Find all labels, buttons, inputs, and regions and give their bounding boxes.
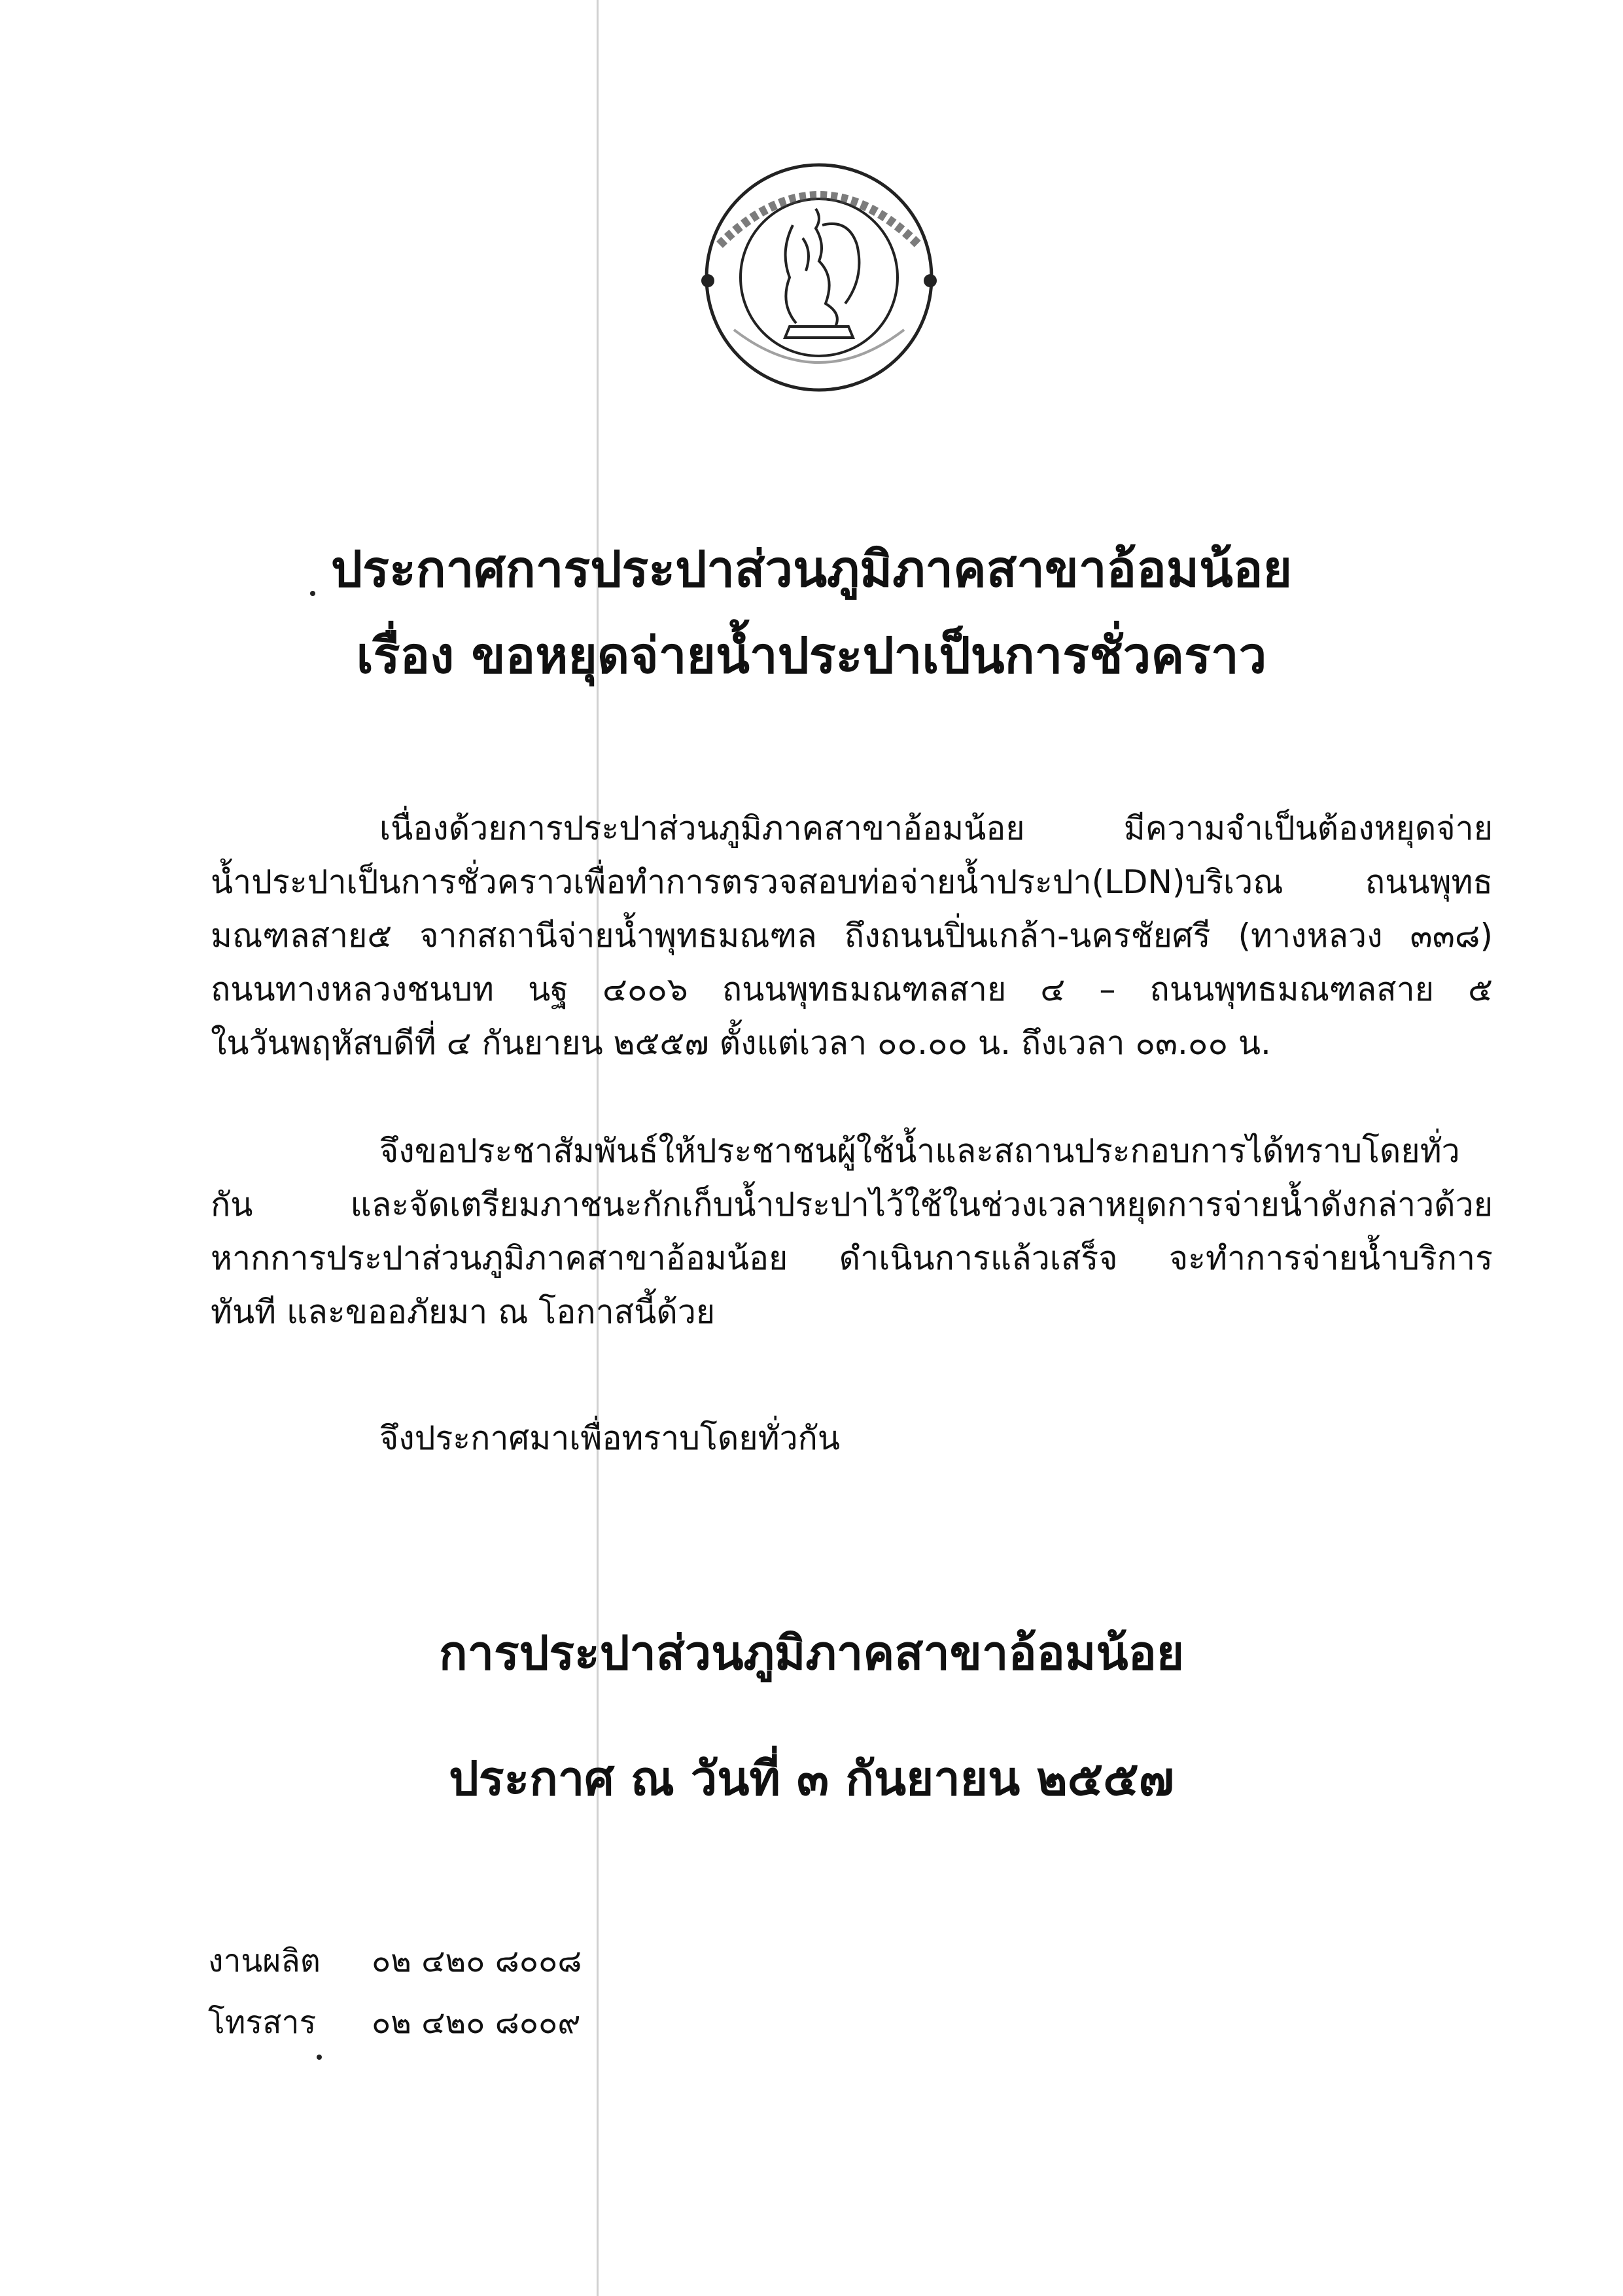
body-line: กัน และจัดเตรียมภาชนะกักเก็บน้ำประปาไว้ใช้ในช่วงเวลาหยุดการจ่ายน้ำดังกล่าวด้วย xyxy=(211,1186,1493,1224)
body-line: หากการประปาส่วนภูมิภาคสาขาอ้อมน้อย ดำเนินการแล้วเสร็จ จะทำการจ่ายน้ำบริการ xyxy=(211,1239,1493,1277)
announcement-date: ประกาศ ณ วันที่ ๓ กันยายน ๒๕๕๗ xyxy=(449,1751,1174,1806)
contact-fax xyxy=(208,1992,581,2053)
body-line: เนื่องด้วยการประปาส่วนภูมิภาคสาขาอ้อมน้อย มีความจำเป็นต้องหยุดจ่าย xyxy=(379,809,1493,847)
contact-number: ๐๒ ๔๒๐ ๘๐๐๘ xyxy=(372,1943,582,1979)
contact-production xyxy=(208,1930,582,1992)
body-line: ถนนทางหลวงชนบท นฐ ๔๐๐๖ ถนนพุทธมณฑลสาย ๔ – ถนนพุทธมณฑลสาย ๕ xyxy=(211,970,1493,1008)
scan-speck xyxy=(310,591,315,596)
body-line: จึงขอประชาสัมพันธ์ให้ประชาชนผู้ใช้น้ำและสถานประกอบการได้ทราบโดยทั่ว xyxy=(379,1132,1460,1170)
body-paragraph-2 xyxy=(211,1124,1493,1339)
contact-label: งานผลิต xyxy=(208,1943,321,1979)
scan-speck xyxy=(317,2055,322,2060)
contact-label: โทรสาร xyxy=(208,2004,317,2041)
body-line: น้ำประปาเป็นการชั่วคราวเพื่อทำการตรวจสอบท่อจ่ายน้ำประปา(LDN)บริเวณ ถนนพุทธ xyxy=(211,863,1493,901)
body-line: ทันที และขออภัยมา ณ โอกาสนี้ด้วย xyxy=(211,1293,716,1331)
signature-organization: การประปาส่วนภูมิภาคสาขาอ้อมน้อย xyxy=(438,1625,1185,1680)
closing-statement: จึงประกาศมาเพื่อทราบโดยทั่วกัน xyxy=(379,1419,841,1457)
announcement-subject: เรื่อง ขอหยุดจ่ายน้ำประปาเป็นการชั่วคราว xyxy=(356,626,1267,684)
contact-number: ๐๒ ๔๒๐ ๘๐๐๙ xyxy=(372,2004,581,2041)
body-line: มณฑลสาย๕ จากสถานีจ่ายน้ำพุทธมณฑล ถึงถนนปิ่นเกล้า-นครชัยศรี (ทางหลวง ๓๓๘) xyxy=(211,917,1493,955)
announcement-title: ประกาศการประปาส่วนภูมิภาคสาขาอ้อมน้อย xyxy=(330,540,1293,598)
provincial-waterworks-seal-icon xyxy=(682,147,956,421)
body-line: ในวันพฤหัสบดีที่ ๔ กันยายน ๒๕๕๗ ตั้งแต่เวลา ๐๐.๐๐ น. ถึงเวลา ๐๓.๐๐ น. xyxy=(211,1024,1271,1062)
body-paragraph-1 xyxy=(211,802,1493,1070)
